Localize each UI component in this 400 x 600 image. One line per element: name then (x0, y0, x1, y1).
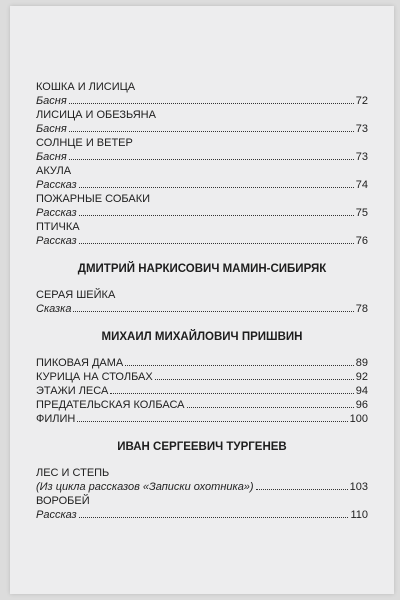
entry-subtitle: Басня (36, 95, 67, 107)
entry-subtitle: (Из цикла рассказов «Записки охотника») (36, 481, 254, 493)
entry-page: 110 (350, 509, 368, 521)
dot-leader (79, 187, 354, 188)
entry-title: АКУЛА (36, 165, 72, 177)
entry-page: 78 (355, 303, 368, 315)
dot-leader (77, 421, 347, 422)
toc-entry-pikovaya-dama (36, 356, 368, 370)
entry-subtitle: Рассказ (36, 235, 77, 247)
dot-leader (256, 489, 348, 490)
author-heading: ДМИТРИЙ НАРКИСОВИЧ МАМИН-СИБИРЯК (77, 263, 327, 275)
entry-subtitle: Рассказ (36, 179, 77, 191)
entry-title: ПТИЧКА (36, 221, 80, 233)
entry-title: КОШКА И ЛИСИЦА (36, 81, 136, 93)
entry-subtitle: Басня (36, 123, 67, 135)
author-heading: ИВАН СЕРГЕЕВИЧ ТУРГЕНЕВ (117, 441, 287, 453)
book-page (10, 6, 394, 594)
entry-title: ЛЕС И СТЕПЬ (36, 467, 110, 479)
dot-leader (125, 365, 354, 366)
toc-entry-pozharnye (36, 192, 368, 220)
entry-page: 74 (355, 179, 368, 191)
toc-entry-koshka (36, 80, 368, 108)
toc-entry-kuritsa (36, 370, 368, 384)
dot-leader (69, 159, 354, 160)
entry-title: ПОЖАРНЫЕ СОБАКИ (36, 193, 151, 205)
entry-subtitle: Рассказ (36, 207, 77, 219)
entry-subtitle: Сказка (36, 303, 72, 315)
entry-page: 75 (355, 207, 368, 219)
dot-leader (187, 407, 354, 408)
entry-page: 76 (355, 235, 368, 247)
entry-subtitle: Басня (36, 151, 67, 163)
table-of-contents (36, 80, 368, 522)
entry-page: 89 (355, 357, 368, 369)
dot-leader (155, 379, 354, 380)
dot-leader (73, 311, 353, 312)
entry-page: 96 (355, 399, 368, 411)
entry-title: СЕРАЯ ШЕЙКА (36, 289, 116, 301)
author-heading: МИХАИЛ МИХАЙЛОВИЧ ПРИШВИН (101, 331, 303, 343)
entry-title: ПИКОВАЯ ДАМА (36, 357, 124, 369)
dot-leader (110, 393, 353, 394)
toc-entry-akula (36, 164, 368, 192)
entry-page: 73 (355, 123, 368, 135)
toc-entry-lisitsa (36, 108, 368, 136)
entry-title: ФИЛИН (36, 413, 76, 425)
dot-leader (69, 131, 354, 132)
toc-entry-vorobey (36, 494, 368, 522)
dot-leader (79, 243, 354, 244)
entry-subtitle: Рассказ (36, 509, 77, 521)
entry-page: 73 (355, 151, 368, 163)
dot-leader (79, 215, 354, 216)
toc-entry-ptichka (36, 220, 368, 248)
toc-entry-predatelskaya (36, 398, 368, 412)
entry-page: 94 (355, 385, 368, 397)
dot-leader (79, 517, 349, 518)
entry-title: ЭТАЖИ ЛЕСА (36, 385, 109, 397)
toc-entry-solntse (36, 136, 368, 164)
entry-page: 100 (349, 413, 368, 425)
toc-entry-etazhi (36, 384, 368, 398)
entry-title: КУРИЦА НА СТОЛБАХ (36, 371, 153, 383)
entry-title: ВОРОБЕЙ (36, 495, 90, 507)
dot-leader (69, 103, 354, 104)
entry-page: 72 (355, 95, 368, 107)
entry-title: СОЛНЦЕ И ВЕТЕР (36, 137, 133, 149)
entry-title: ПРЕДАТЕЛЬСКАЯ КОЛБАСА (36, 399, 185, 411)
entry-page: 92 (355, 371, 368, 383)
entry-title: ЛИСИЦА И ОБЕЗЬЯНА (36, 109, 156, 121)
toc-entry-seraya-sheyka (36, 288, 368, 316)
entry-page: 103 (349, 481, 368, 493)
toc-entry-les-i-step (36, 466, 368, 494)
toc-entry-filin (36, 412, 368, 426)
